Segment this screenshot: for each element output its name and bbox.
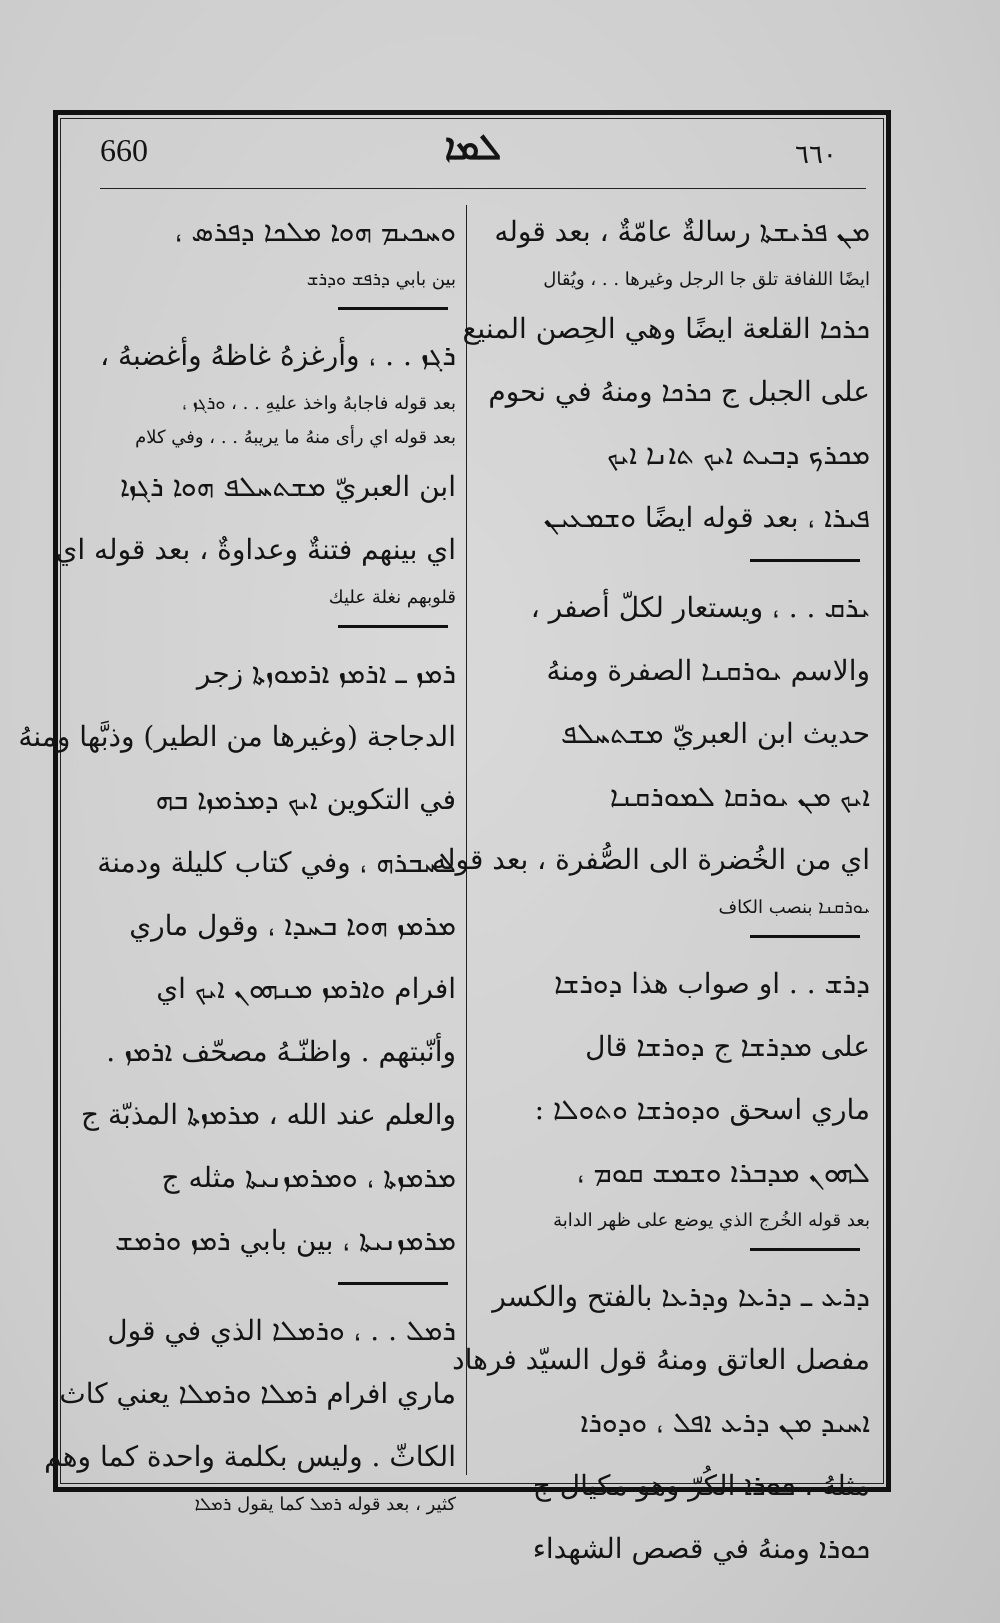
page-number-latin: 660 <box>100 132 148 168</box>
dictionary-entry <box>55 324 456 615</box>
entry-text-line: ܪܡܙ ـ ܐܪܡܙ ܐܪܡܘܙܬܐ زجر <box>196 657 456 690</box>
entry-text-line: ܐܚܝܕ ܡܢ ܕܪܥ ܐܦܠ ، ܘܕܘܪܐ <box>580 1406 870 1439</box>
entry-text-line: حديث ابن العبريّ ܡܫܬܚܠܦ <box>560 717 870 750</box>
entry-text-line: اي من الخُضرة الى الصُّفرة ، بعد قوله <box>431 843 870 876</box>
entry-text-line: ماري اسحق ܘܕܘܪܫܐ ܘܬܘܠܐ : <box>534 1093 870 1126</box>
entry-text-line: على الجبل ج ܟܪܟܐ ومنهُ في نحوم <box>488 375 870 408</box>
entry-text-line: وأنّبتهم . واظنّـهُ مصحّف ܐܪܡܙ . <box>106 1035 456 1068</box>
right-column <box>431 200 870 1580</box>
dictionary-entry <box>478 952 870 1238</box>
entry-note-line: ܝܘܪܩܢܐ بنصب الكاف <box>718 897 870 918</box>
entry-separator <box>338 307 448 310</box>
entry-text-line: مثلهُ ، ܟܘܪܐ الكُرّ وهو مكيال ج <box>532 1469 870 1502</box>
entry-text-line: ܡܪܡܙ ܗܘܐ ܒܚܕܐ ، وقول ماري <box>129 909 456 942</box>
header-rule <box>100 188 866 189</box>
entry-text-line: ܕܪܥ ـ ܕܪܥܐ وܕܪܥܐ بالفتح والكسر <box>492 1280 870 1313</box>
dictionary-entry <box>18 642 456 1272</box>
page-number-arabic: ٦٦٠ <box>795 140 837 169</box>
entry-separator <box>750 935 860 938</box>
entry-text-line: ܠܚܒܪܗ ، وفي كتاب كليلة ودمنة <box>97 846 456 879</box>
entry-note-line: بعد قوله فاجابهُ واخذ عليهِ . . ، ܘܪܓܙ ، <box>181 393 456 414</box>
entry-text-line: ܡܪܡܙܬܐ ، ܘܡܪܡܙܢܝܬܐ مثله ج <box>161 1161 456 1194</box>
left-column <box>18 200 456 1522</box>
dictionary-entry <box>431 576 870 925</box>
entry-text-line: ܟܘܪܐ ومنهُ في قصص الشهداء <box>532 1532 870 1565</box>
entry-note-line: كثير ، بعد قوله ܪܡܠ كما يقول ܪܡܠܐ <box>194 1494 456 1515</box>
entry-text-line: والاسم ܝܘܪܩܢܐ الصفرة ومنهُ <box>546 654 870 687</box>
entry-text-line: ܡܟܪܟ ܕܒܝܬ ܐܝܟ ܬܐܢܐ ܐܝܟ <box>606 438 870 471</box>
dictionary-entry <box>452 1265 870 1580</box>
entry-note-line: قلوبهم نغلة عليك <box>328 587 456 608</box>
entry-text-line: ܡܢ ܦܪܝܫܬܐ رسالةٌ عامّةٌ ، بعد قوله <box>494 215 870 248</box>
entry-text-line: ماري افرام ܪܡܠܐ ܘܪܡܠܐ يعني كاث <box>59 1377 456 1410</box>
entry-text-line: افرام ܘܐܪܡܙ ܡܢܗܘܢ ܐܝܟ اي <box>156 972 456 1005</box>
entry-note-line: بعد قوله الخُرج الذي يوضع على ظهر الدابة <box>553 1210 870 1231</box>
entry-text-line: الكاثّ . وليس بكلمة واحدة كما وهم <box>44 1440 456 1473</box>
entry-text-line: ܘܚܟܝܡ ܗܘܐ ܡܠܟܐ ܕܦܪܣ ، <box>174 215 456 248</box>
entry-text-line: ܡܪܡܙܢܝܬܐ ، بين بابي ܪܡܙ ܘܪܡܫ <box>114 1224 456 1257</box>
entry-text-line: اي بينهم فتنةٌ وعداوةٌ ، بعد قوله اي <box>55 533 456 566</box>
entry-text-line: ܪܡܠ . . ، ܘܪܡܠܐ الذي في قول <box>107 1314 456 1347</box>
entry-text-line: ܠܗܘܢ ܡܕܒܪܐ ܘܫܡܫ ܩܘܡ ، <box>576 1156 870 1189</box>
entry-text-line: ܝܪܩ . . ، ويستعار لكلّ أصفر ، <box>530 591 870 624</box>
entry-text-line: على ܡܕܪܫܐ ج ܕܘܪܫܐ قال <box>585 1030 870 1063</box>
entry-separator <box>338 625 448 628</box>
entry-note-line: بين بابي ܕܪܦܫ ܘܕܪܫ <box>306 269 456 290</box>
dictionary-entry <box>44 1299 456 1522</box>
entry-text-line: والعلم عند الله ، ܡܪܡܙܬܐ المذبّة ج <box>81 1098 456 1131</box>
entry-text-line: مفصل العاتق ومنهُ قول السيّد فرهاد <box>452 1343 870 1376</box>
running-title: ܠܡܐ <box>444 126 502 168</box>
entry-separator <box>338 1282 448 1285</box>
entry-text-line: ܕܪܫ . . او صواب هذا ܕܘܪܫܐ <box>554 967 870 1000</box>
entry-text-line: في التكوين ܐܝܟ ܕܡܪܡܙܐ ܒܗ <box>155 783 456 816</box>
entry-text-line: ܟܪܟܐ القلعة ايضًا وهي الحِصن المنيع <box>462 312 870 345</box>
entry-separator <box>750 559 860 562</box>
entry-text-line: الدجاجة (وغيرها من الطير) وذبَّها ومنهُ <box>18 720 456 753</box>
entry-text-line: ܐܝܟ ܡܢ ܝܘܪܩܐ ܠܡܘܪܩܢܐ <box>609 780 870 813</box>
entry-note-line: ايضًا اللفافة تلق جا الرجل وغيرها . . ، ويُقال <box>543 269 870 290</box>
dictionary-entry <box>462 200 870 549</box>
entry-text-line: ابن العبريّ ܡܫܬܚܠܦ ܗܘܐ ܪܓܙܐ <box>120 470 456 503</box>
entry-text-line: ܪܓܙ . . ، وأرغزهُ غاظهُ وأغضبهُ ، <box>100 339 456 372</box>
entry-text-line: ܦܝܪܐ ، بعد قوله ايضًا ܘܫܡܥܝܢ <box>543 501 870 534</box>
entry-separator <box>750 1248 860 1251</box>
dictionary-entry <box>72 200 456 297</box>
entry-note-line: بعد قوله اي رأى منهُ ما يريبهُ . . ، وفي كلام <box>135 427 456 448</box>
